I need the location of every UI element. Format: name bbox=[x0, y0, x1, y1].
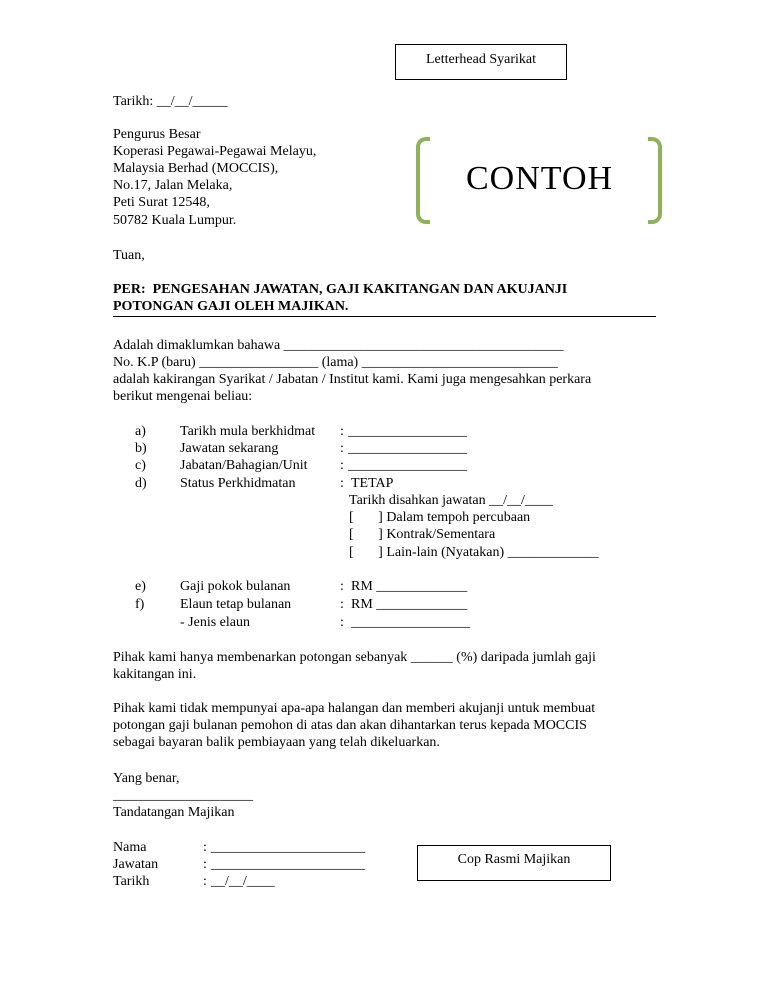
signoff-value: ______________________ bbox=[211, 840, 365, 855]
item-value: _________________ bbox=[348, 458, 467, 473]
subject-line: POTONGAN GAJI OLEH MAJIKAN. bbox=[113, 299, 349, 314]
signoff-colon: : bbox=[203, 857, 207, 872]
stamp-box bbox=[417, 845, 611, 881]
item-letter: c) bbox=[135, 458, 146, 473]
deduction-paragraph-line: Pihak kami hanya membenarkan potongan sebanyak ______ (%) daripada jumlah gaji bbox=[113, 650, 596, 665]
item-colon: : bbox=[340, 424, 344, 439]
item-value: _________________ bbox=[348, 441, 467, 456]
intro-line: berikut mengenai beliau: bbox=[113, 389, 253, 404]
item-letter: a) bbox=[135, 424, 146, 439]
address-line: Koperasi Pegawai-Pegawai Melayu, bbox=[113, 144, 317, 159]
signature-label: Tandatangan Majikan bbox=[113, 805, 235, 820]
item-value: _________________ bbox=[351, 615, 470, 630]
signoff-value: ______________________ bbox=[211, 857, 365, 872]
item-letter: e) bbox=[135, 579, 146, 594]
undertaking-paragraph-line: Pihak kami tidak mempunyai apa-apa halangan dan memberi akujanji untuk membuat bbox=[113, 701, 596, 716]
item-colon: : bbox=[340, 615, 344, 630]
item-letter: d) bbox=[135, 476, 147, 491]
undertaking-paragraph-line: potongan gaji bulanan pemohon di atas dan akan dihantarkan terus kepada MOCCIS bbox=[113, 718, 587, 733]
status-checkbox-line: [ ] Dalam tempoh percubaan bbox=[349, 510, 531, 525]
address-line: Pengurus Besar bbox=[113, 127, 201, 142]
item-label: Gaji pokok bulanan bbox=[180, 579, 291, 594]
item-value: _________________ bbox=[348, 424, 467, 439]
closing: Yang benar, bbox=[113, 771, 180, 786]
item-colon: : bbox=[340, 476, 344, 491]
item-colon: : bbox=[340, 597, 344, 612]
signoff-label: Tarikh bbox=[113, 874, 150, 889]
status-detail: Tarikh disahkan jawatan __/__/____ bbox=[349, 493, 553, 508]
signoff-value: __/__/____ bbox=[211, 874, 275, 889]
item-label: Tarikh mula berkhidmat bbox=[180, 424, 316, 439]
signoff-colon: : bbox=[203, 874, 207, 889]
salutation: Tuan, bbox=[113, 248, 145, 263]
letterhead-box bbox=[395, 44, 567, 80]
item-label: Elaun tetap bulanan bbox=[180, 597, 292, 612]
watermark-text: CONTOH bbox=[466, 160, 614, 197]
item-value: TETAP bbox=[351, 476, 394, 491]
signoff-colon: : bbox=[203, 840, 207, 855]
item-colon: : bbox=[340, 579, 344, 594]
status-checkbox-line: [ ] Kontrak/Sementara bbox=[349, 527, 496, 542]
signoff-label: Nama bbox=[113, 840, 147, 855]
item-label: Status Perkhidmatan bbox=[180, 476, 296, 491]
item-colon: : bbox=[340, 441, 344, 456]
address-line: 50782 Kuala Lumpur. bbox=[113, 213, 237, 228]
item-colon: : bbox=[340, 458, 344, 473]
item-label: Jawatan sekarang bbox=[180, 441, 279, 456]
subject-underline bbox=[113, 316, 656, 317]
undertaking-paragraph-line: sebagai bayaran balik pembiayaan yang telah dikeluarkan. bbox=[113, 735, 440, 750]
address-line: Peti Surat 12548, bbox=[113, 195, 210, 210]
item-value: RM _____________ bbox=[351, 597, 468, 612]
date-line: Tarikh: __/__/_____ bbox=[113, 94, 228, 109]
item-letter: b) bbox=[135, 441, 147, 456]
watermark-bracket-right bbox=[648, 137, 662, 224]
intro-line: No. K.P (baru) _________________ (lama) ____________________________ bbox=[113, 355, 558, 370]
letterhead-label: Letterhead Syarikat bbox=[425, 52, 536, 67]
signoff-label: Jawatan bbox=[113, 857, 159, 872]
deduction-paragraph-line: kakitangan ini. bbox=[113, 667, 197, 682]
intro-line: Adalah dimaklumkan bahawa ________________________________________ bbox=[113, 338, 564, 353]
item-label: Jabatan/Bahagian/Unit bbox=[180, 458, 308, 473]
item-label: - Jenis elaun bbox=[180, 615, 250, 630]
intro-line: adalah kakirangan Syarikat / Jabatan / Institut kami. Kami juga mengesahkan perkara bbox=[113, 372, 592, 387]
stamp-label: Cop Rasmi Majikan bbox=[457, 852, 571, 867]
address-line: Malaysia Berhad (MOCCIS), bbox=[113, 161, 279, 176]
status-checkbox-line: [ ] Lain-lain (Nyatakan) _____________ bbox=[349, 545, 599, 560]
subject-line: PER: PENGESAHAN JAWATAN, GAJI KAKITANGAN DAN AKUJANJI bbox=[113, 282, 568, 297]
address-line: No.17, Jalan Melaka, bbox=[113, 178, 233, 193]
item-letter: f) bbox=[135, 597, 145, 612]
signature-line: ____________________ bbox=[113, 788, 253, 803]
item-value: RM _____________ bbox=[351, 579, 468, 594]
watermark-bracket-left bbox=[416, 137, 430, 224]
